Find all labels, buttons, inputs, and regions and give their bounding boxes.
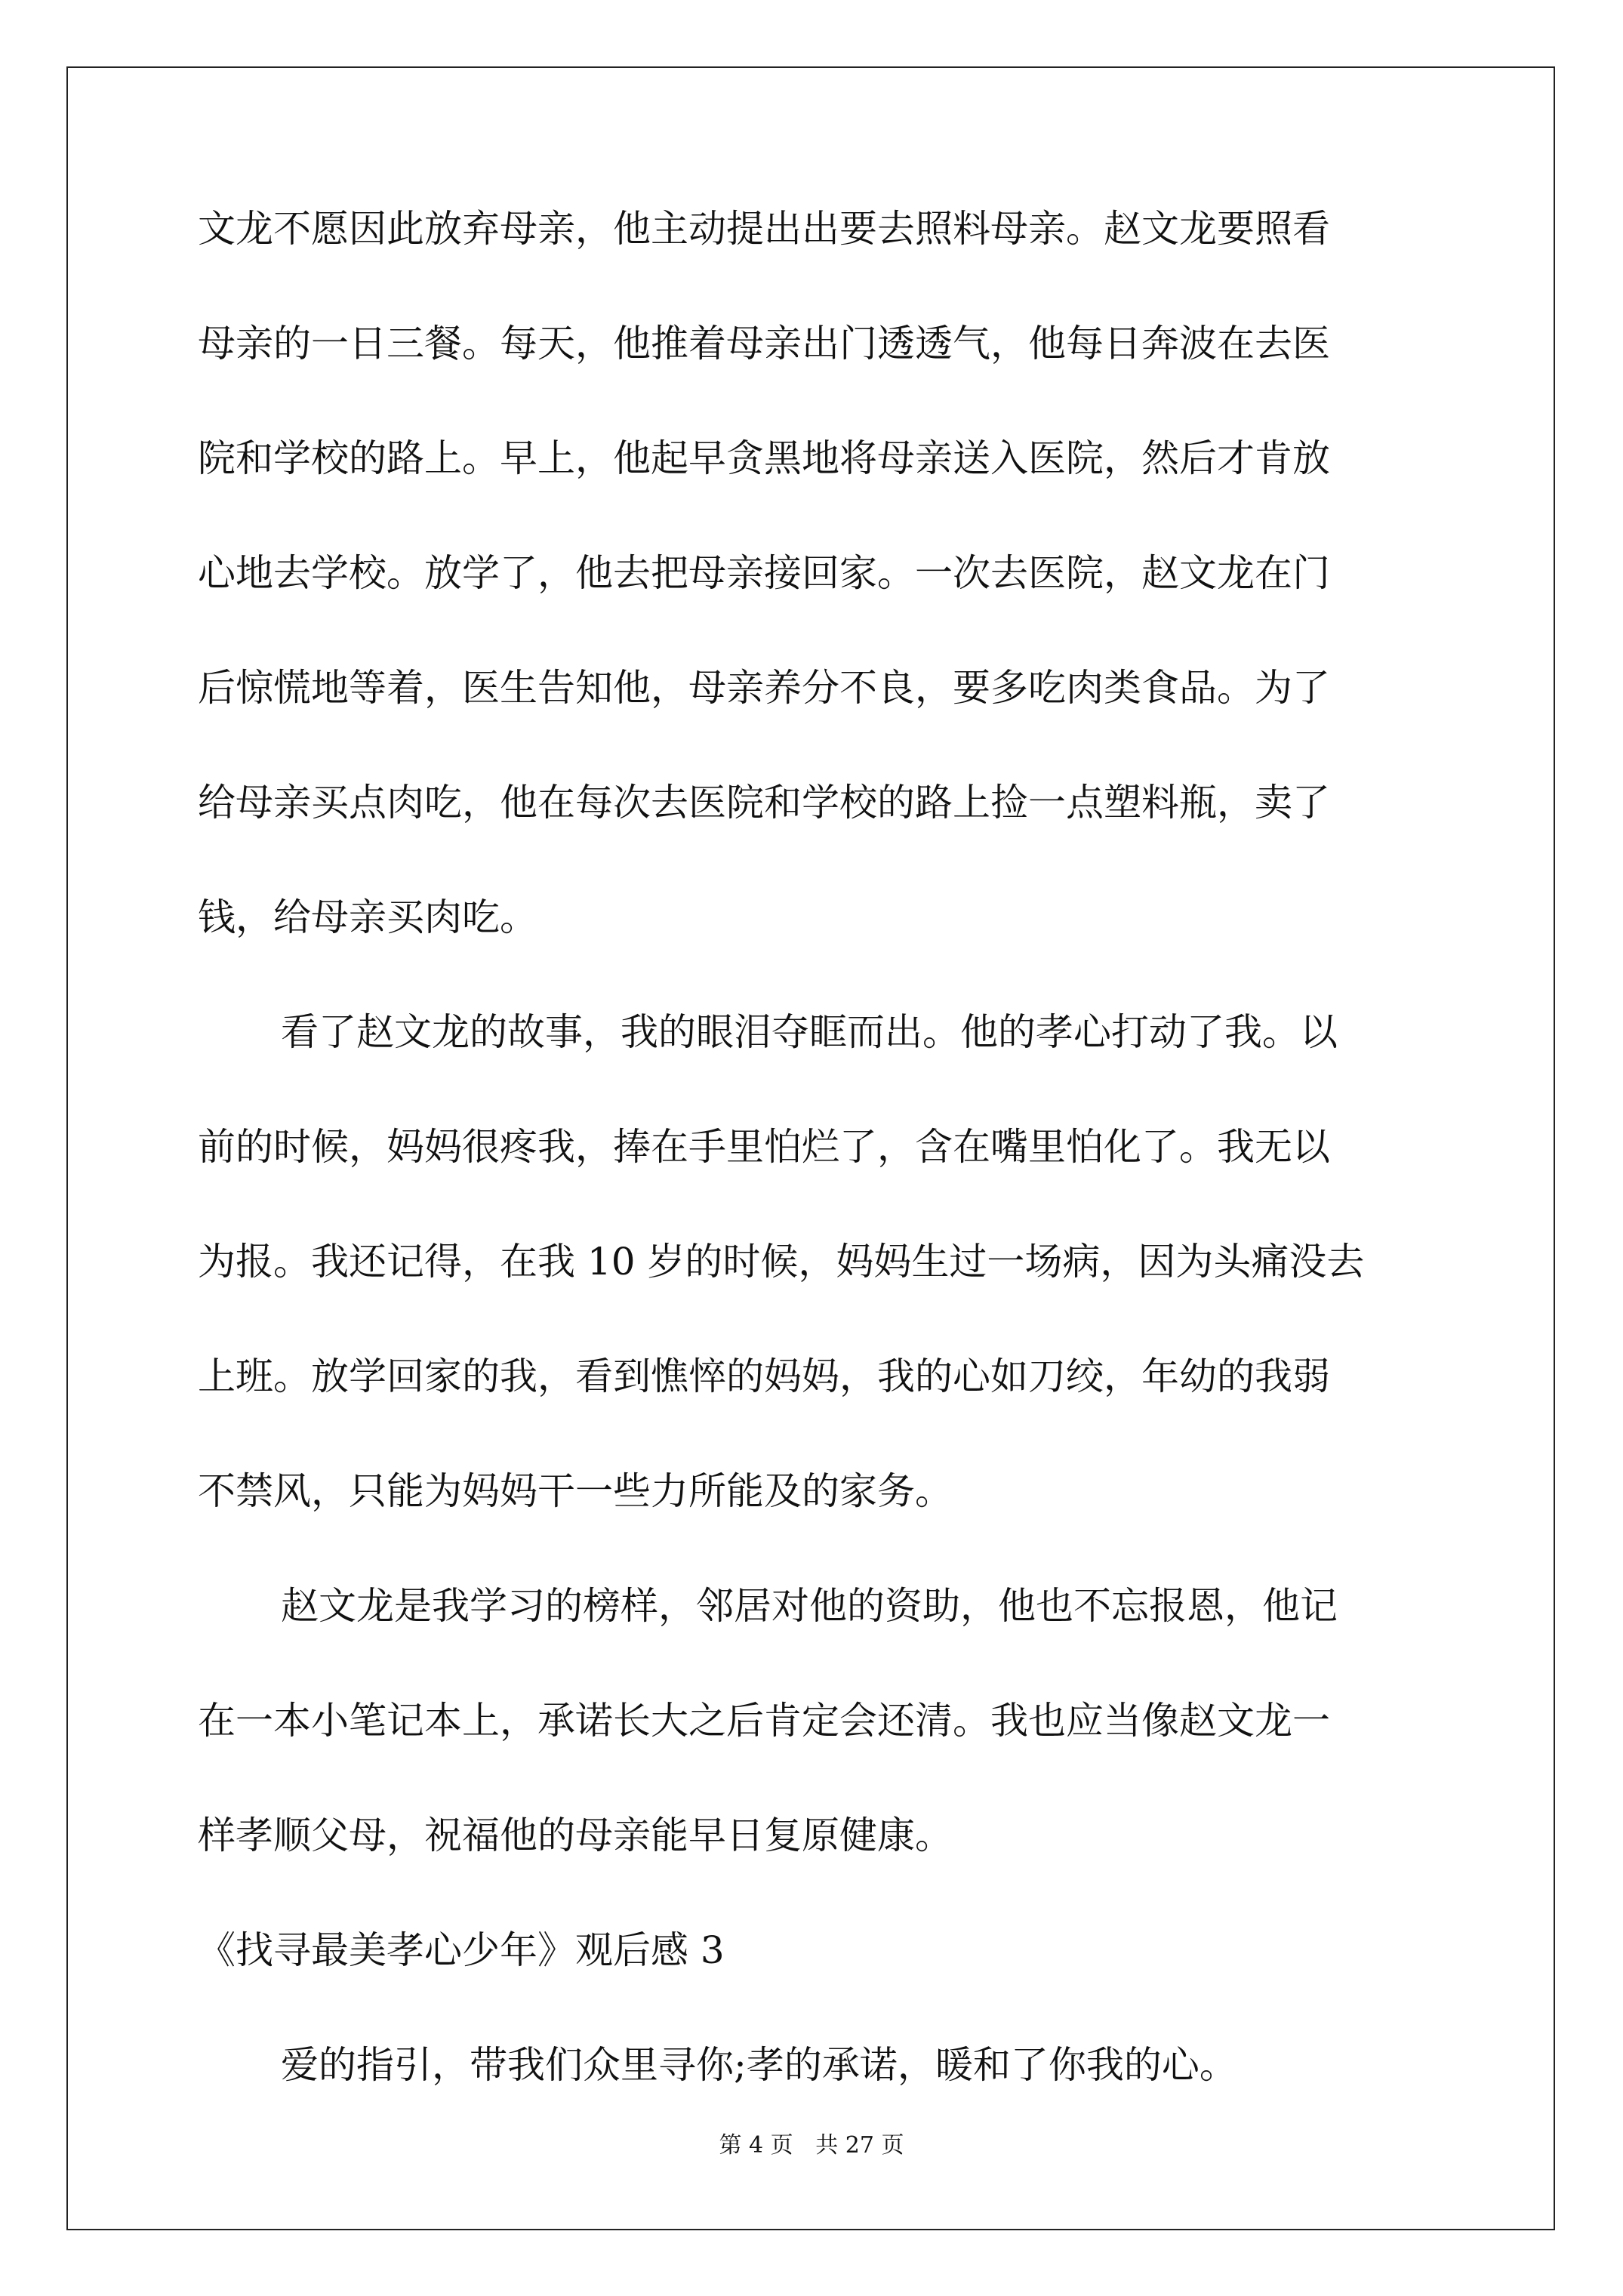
paragraph-4 [198,2040,1436,2090]
text-line: 心地去学校。放学了，他去把母亲接回家。一次去医院，赵文龙在门 [198,551,1330,595]
text-line: 母亲的一日三餐。每天，他推着母亲出门透透气，他每日奔波在去医 [198,322,1330,365]
text-line: 赵文龙是我学习的榜样，邻居对他的资助，他也不忘报恩，他记 [281,1584,1338,1628]
paragraph-2 [198,1007,1436,1516]
text-line: 在一本小笔记本上，承诺长大之后肯定会还清。我也应当像赵文龙一 [198,1699,1330,1743]
document-body [198,204,1436,2090]
text-line: 前的时候，妈妈很疼我，捧在手里怕烂了，含在嘴里怕化了。我无以 [198,1125,1330,1169]
text-line: 后惊慌地等着，医生告知他，母亲养分不良，要多吃肉类食品。为了 [198,666,1330,710]
text-line: 为报。我还记得，在我 10 岁的时候，妈妈生过一场病，因为头痛没去 [198,1240,1365,1284]
text-line: 样孝顺父母，祝福他的母亲能早日复原健康。 [198,1814,953,1857]
page-footer [0,2131,1623,2161]
text-line: 院和学校的路上。早上，他起早贪黑地将母亲送入医院，然后才肯放 [198,436,1330,480]
page-number: 第 4 页 [719,2132,793,2159]
text-line: 文龙不愿因此放弃母亲，他主动提出出要去照料母亲。赵文龙要照看 [198,207,1330,251]
page-total: 共 27 页 [815,2132,904,2159]
text-line: 爱的指引，带我们众里寻你;孝的承诺，暖和了你我的心。 [281,2043,1237,2087]
text-line: 给母亲买点肉吃，他在每次去医院和学校的路上捡一点塑料瓶，卖了 [198,781,1330,824]
paragraph-3 [198,1581,1436,1860]
text-line: 看了赵文龙的故事，我的眼泪夺眶而出。他的孝心打动了我。以 [281,1010,1338,1054]
text-line: 不禁风，只能为妈妈干一些力所能及的家务。 [198,1469,953,1513]
text-line: 上班。放学回家的我，看到憔悴的妈妈，我的心如刀绞，年幼的我弱 [198,1354,1330,1398]
section-heading: 《找寻最美孝心少年》观后感 3 [198,1928,725,1972]
text-line: 钱，给母亲买肉吃。 [198,895,537,939]
paragraph-1 [198,204,1436,942]
